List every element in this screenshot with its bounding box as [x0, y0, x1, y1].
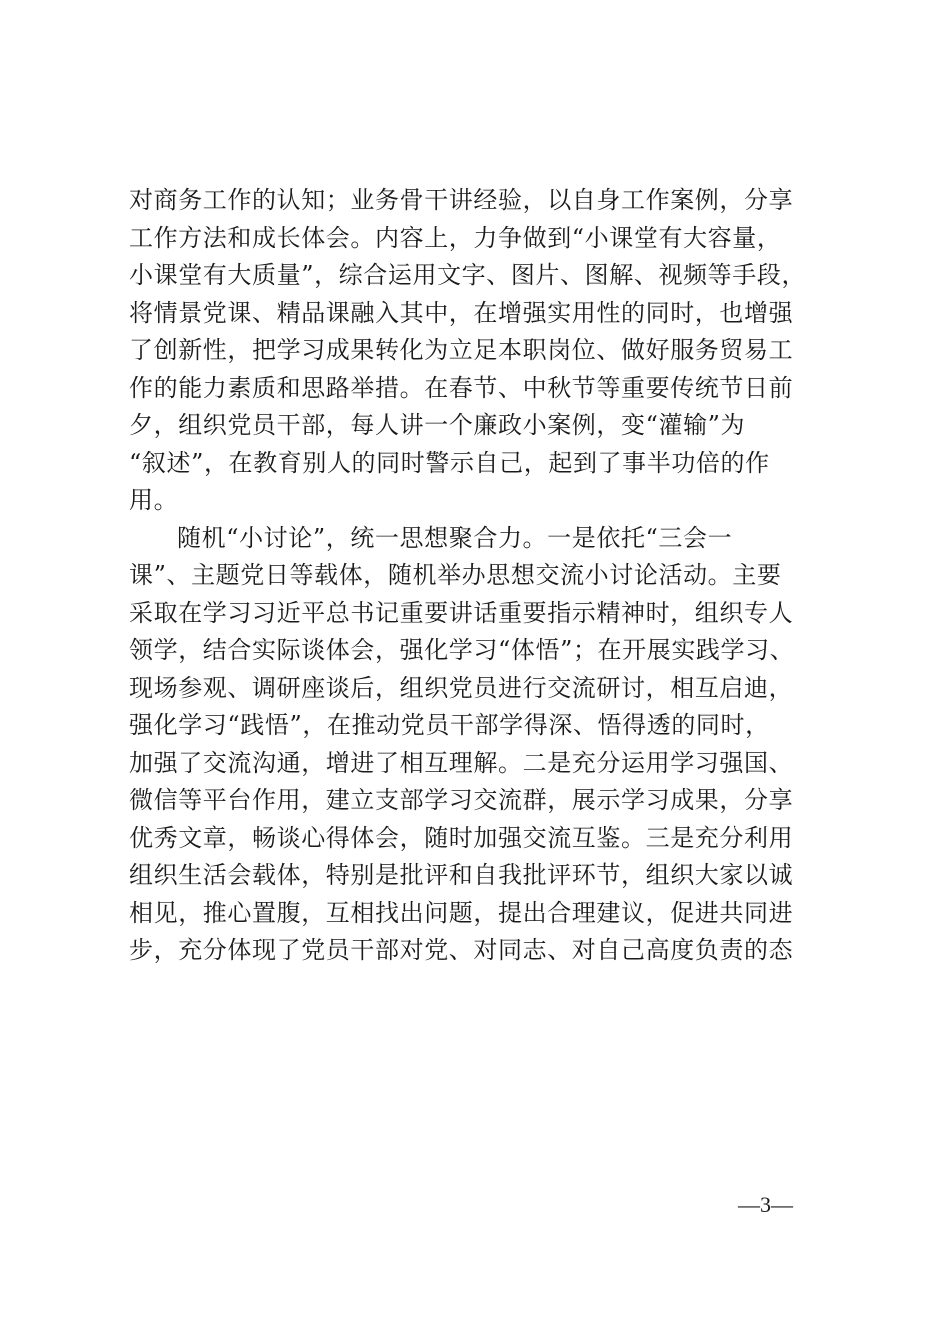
text-line: 步，充分体现了党员干部对党、对同志、对自己高度负责的态 [129, 936, 794, 964]
text-line: 作的能力素质和思路举措。在春节、中秋节等重要传统节日前 [129, 373, 794, 402]
text-line: 了创新性，把学习成果转化为立足本职岗位、做好服务贸易工 [129, 336, 794, 364]
text-line: 用。 [129, 486, 179, 514]
text-line: 相见，推心置腹，互相找出问题，提出合理建议，促进共同进 [129, 898, 794, 927]
page-number: —3— [738, 1192, 793, 1217]
text-line: 加强了交流沟通，增进了相互理解。二是充分运用学习强国、 [129, 748, 794, 777]
text-line: 强化学习“践悟”，在推动党员干部学得深、悟得透的同时， [129, 711, 770, 739]
text-line: 采取在学习习近平总书记重要讲话重要指示精神时，组织专人 [129, 598, 794, 627]
text-line: 小课堂有大质量”，综合运用文字、图片、图解、视频等手段， [129, 261, 807, 289]
text-line: 组织生活会载体，特别是批评和自我批评环节，组织大家以诚 [129, 861, 794, 889]
text-line: 微信等平台作用，建立支部学习交流群，展示学习成果，分享 [129, 786, 794, 814]
text-line: 优秀文章，畅谈心得体会，随时加强交流互鉴。三是充分利用 [129, 823, 794, 852]
text-line: “叙述”，在教育别人的同时警示自己，起到了事半功倍的作 [129, 448, 770, 477]
text-line: 对商务工作的认知；业务骨干讲经验，以自身工作案例，分享 [129, 186, 794, 214]
body-text [129, 182, 829, 970]
text-line: 现场参观、调研座谈后，组织党员进行交流研讨，相互启迪， [129, 673, 794, 702]
text-line: 课”、主题党日等载体，随机举办思想交流小讨论活动。主要 [129, 561, 782, 589]
text-line: 随机“小讨论”，统一思想聚合力。一是依托“三会一 [177, 523, 733, 552]
text-line: 工作方法和成长体会。内容上，力争做到“小课堂有大容量， [129, 223, 782, 252]
text-line: 领学，结合实际谈体会，强化学习“体悟”；在开展实践学习、 [129, 636, 795, 664]
text-line: 夕，组织党员干部，每人讲一个廉政小案例，变“灌输”为 [129, 411, 746, 439]
text-line: 将情景党课、精品课融入其中，在增强实用性的同时，也增强 [129, 298, 794, 327]
